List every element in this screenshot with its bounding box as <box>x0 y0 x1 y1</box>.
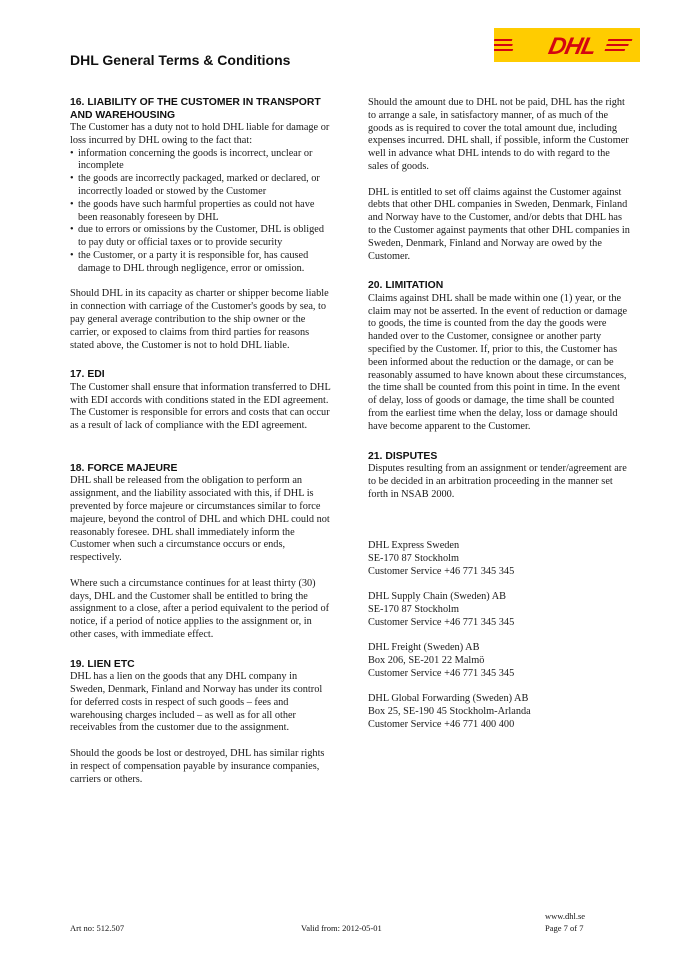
valid-from: Valid from: 2012-05-01 <box>301 923 382 933</box>
section-20-heading: 20. LIMITATION <box>368 280 444 292</box>
company-address: SE-170 87 Stockholm <box>368 603 459 615</box>
company-name: DHL Supply Chain (Sweden) AB <box>368 591 507 603</box>
section-16-intro: The Customer has a duty not to hold DHL liable for damage or loss incurred by DHL owing to the fact that: <box>70 122 330 146</box>
customer-service: Customer Service +46 771 345 345 <box>368 616 515 628</box>
right-column <box>368 97 630 732</box>
section-18-para2: Where such a circumstance continues for at least thirty (30) days, DHL and the Customer shall be entitled to bring the assignment to a close, after a period equivalent to the period of notice, if a period of notice applies to the assignment or, in other cases, with immediate effect. <box>70 577 330 640</box>
list-item: • the goods have such harmful properties as could not have been reasonably foreseen by DHL <box>70 199 332 225</box>
section-20-text: Claims against DHL shall be made within one (1) year, or the claim may not be asserted. In the event of reduction or damage to goods, the time is counted from the day the goods were handed over to the Customer, consignee or another party specified by the Customer. If, prior to this, the Customer has been informed about the reduction or the damage, or can be reasonably assumed to have known about these circumstances, the time shall be counted from this point in time. In the event of delay, loss of goods or damage, the time shall be counted from the earliest time when the delay, loss or damage should have become apparent to the Customer. <box>368 292 628 432</box>
section-19-para3: Should the amount due to DHL not be paid, DHL has the right to arrange a sale, in satisfactory manner, of as much of the goods as is required to cover the total amount due, including expenses incurred. DHL shall, if possible, inform the Customer well in advance what DHL intends to do with regard to the sales of goods. <box>368 97 629 172</box>
page-title: DHL General Terms & Conditions <box>70 52 291 68</box>
company-address: Box 206, SE-201 22 Malmö <box>368 655 485 667</box>
address-block <box>368 540 630 578</box>
company-name: DHL Global Forwarding (Sweden) AB <box>368 693 529 705</box>
company-name: DHL Freight (Sweden) AB <box>368 642 480 654</box>
page-number: Page 7 of 7 <box>545 923 584 933</box>
logo-text: DHL <box>546 33 599 60</box>
art-number: Art no: 512.507 <box>70 923 125 933</box>
address-block <box>368 642 630 680</box>
section-19-heading: 19. LIEN ETC <box>70 658 135 670</box>
list-item: • information concerning the goods is incorrect, unclear or incomplete <box>70 148 332 174</box>
list-item: • the Customer, or a party it is responsible for, has caused damage to DHL through negligence, error or omission. <box>70 250 332 276</box>
section-18-para1: DHL shall be released from the obligation to perform an assignment, and the liability associated with this, if DHL is prevented by force majeure or circumstances similar to force majeure, beyond the control of DHL and which DHL could not reasonably foresee. DHL shall immediately inform the Customer when such a circumstance occurs or ends, respectively. <box>70 475 330 564</box>
section-21-heading: 21. DISPUTES <box>368 450 438 462</box>
section-19-para2: Should the goods be lost or destroyed, DHL has similar rights in respect of compensation payable by insurance companies, carriers or others. <box>70 747 325 785</box>
dhl-logo <box>494 28 640 62</box>
company-address: Box 25, SE-190 45 Stockholm-Arlanda <box>368 706 531 718</box>
section-16-para2: Should DHL in its capacity as charter or shipper become liable in connection with carriage of the Customer's goods by sea, to pay general average contribution to the ship owner or the carrier, or exposed to claims from third parties for reasons stated above, the Customer is not to hold DHL liable. <box>70 288 329 351</box>
list-item: • due to errors or omissions by the Customer, DHL is obliged to pay duty or official taxes or to provide security <box>70 224 332 250</box>
section-18-heading: 18. FORCE MAJEURE <box>70 462 178 474</box>
left-column <box>70 97 332 786</box>
customer-service: Customer Service +46 771 345 345 <box>368 667 515 679</box>
section-17-heading: 17. EDI <box>70 369 105 381</box>
company-name: DHL Express Sweden <box>368 539 460 551</box>
section-19-para4: DHL is entitled to set off claims against the Customer against debts that other DHL companies in Sweden, Denmark, Finland and Norway have to the Customer, and/or debts that DHL has to the Customer against payments that other DHL companies in Sweden, Denmark, Finland and Norway are owed by the Customer. <box>368 186 630 262</box>
address-block <box>368 591 630 629</box>
section-17-text: The Customer shall ensure that information transferred to DHL with EDI accords with conditions stated in the EDI agreement. The Customer is responsible for errors and costs that can occur as a result of lack of compliance with the EDI agreement. <box>70 381 331 432</box>
customer-service: Customer Service +46 771 345 345 <box>368 565 515 577</box>
section-19-para1: DHL has a lien on the goods that any DHL company in Sweden, Denmark, Finland and Norway has under its control for deferred costs in respect of such goods – fees and warehousing charges included – as well as for all other receivables from the customer due to the assignment. <box>70 671 323 734</box>
list-item: • the goods are incorrectly packaged, marked or declared, or incorrectly loaded or stowed by the Customer <box>70 173 332 199</box>
address-block <box>368 693 630 731</box>
customer-service: Customer Service +46 771 400 400 <box>368 719 515 731</box>
website-link[interactable]: www.dhl.se <box>545 911 586 921</box>
section-16-bullets <box>70 148 332 276</box>
section-16-heading: 16. LIABILITY OF THE CUSTOMER IN TRANSPORT AND WAREHOUSING <box>70 97 321 121</box>
company-address: SE-170 87 Stockholm <box>368 552 459 564</box>
section-21-text: Disputes resulting from an assignment or tender/agreement are to be decided in an arbitration proceeding in the manner set forth in NSAB 2000. <box>368 463 627 500</box>
